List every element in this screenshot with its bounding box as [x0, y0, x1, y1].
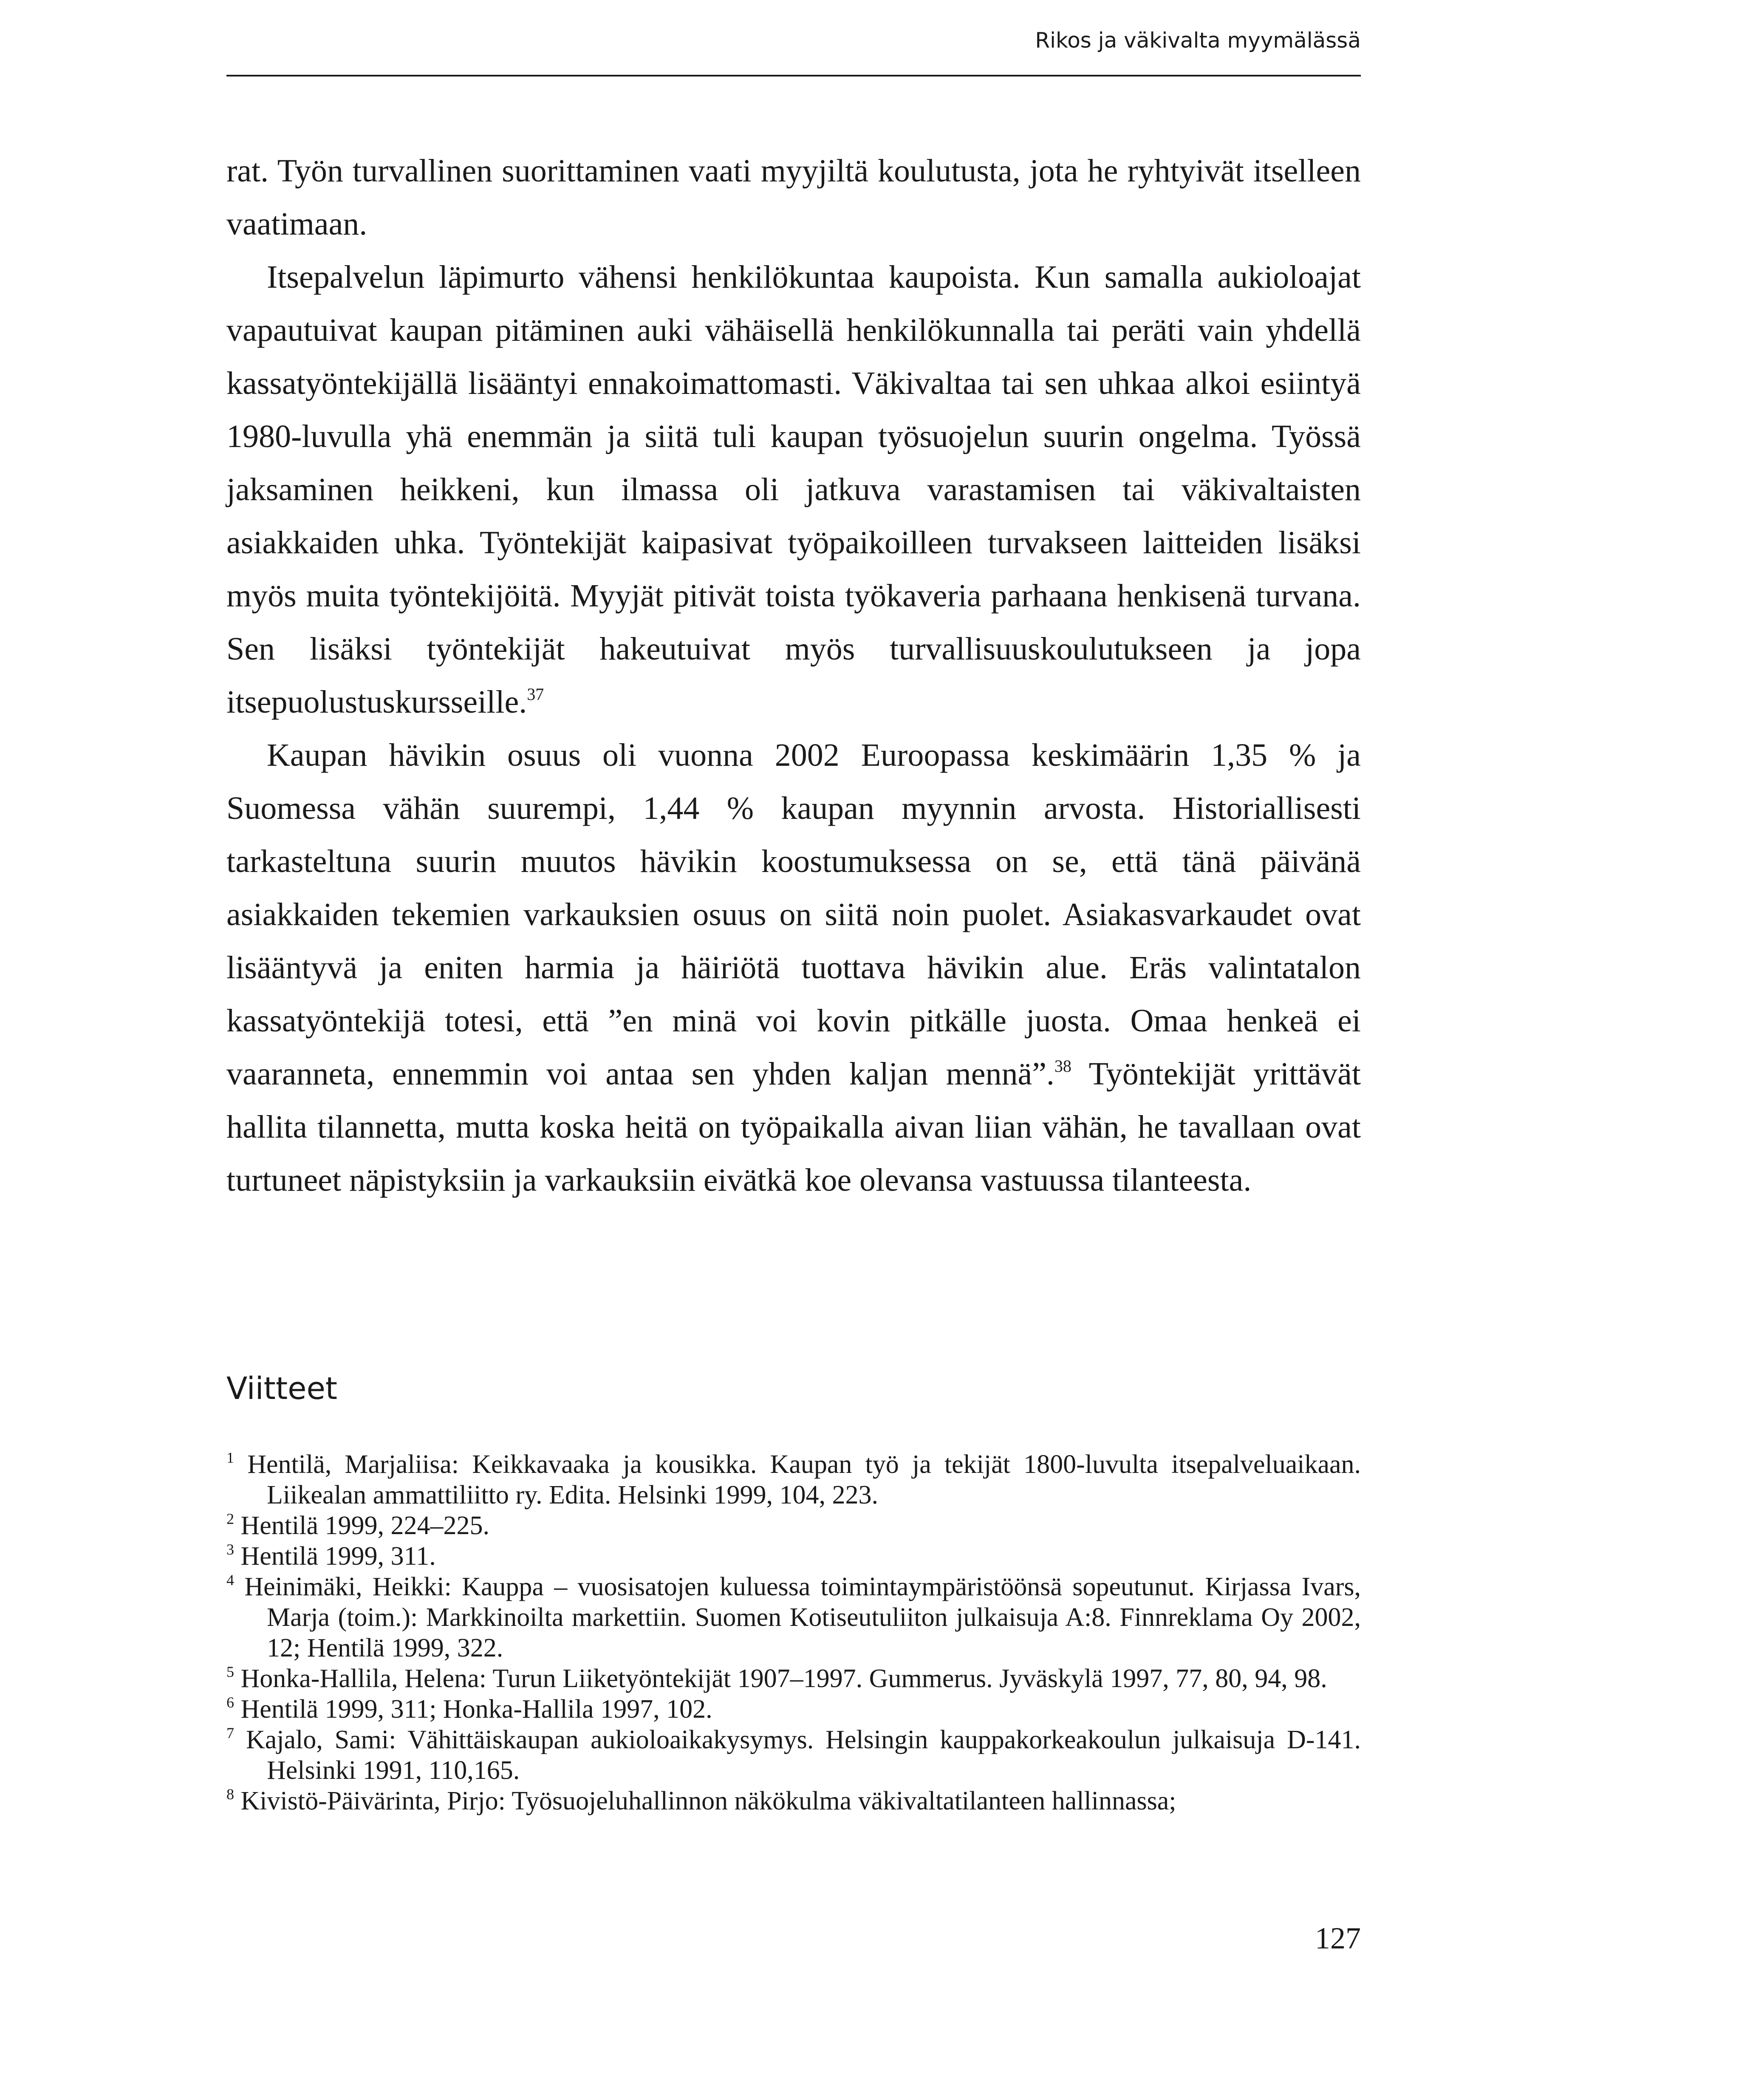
body-text [226, 144, 1361, 1207]
note-item: $^8$ Kivistö-Päivärinta, Pirjo: Työsuojeluhallinnon näkökulma väkivaltatilanteen hallinnassa; [226, 1786, 1176, 1815]
note-item: $^2$ Hentilä 1999, 224–225. [226, 1510, 489, 1540]
notes-heading: Viitteet [226, 1370, 337, 1406]
note-item: $^4$ Heinimäki, Heikki: Kauppa – vuosisatojen kuluessa toimintaympäristöönsä sopeutunut. Kirjassa Ivars, Marja (toim.): Markkinoilta markettiin. Suomen Kotiseutuliiton julkaisuja A:8. Finnreklama Oy 2002, 12; Hentilä 1999, 322. [226, 1571, 1361, 1662]
paragraph-2: Itsepalvelun läpimurto vähensi henkilökuntaa kaupoista. Kun samalla aukioloajat vapautuivat kaupan pitäminen auki vähäisellä henkilökunnalla tai peräti vain yhdellä kassatyöntekijällä lisääntyi ennakoimattomasti. Väkivaltaa tai sen uhkaa alkoi esiintyä 1980-luvulla yhä enemmän ja siitä tuli kaupan työsuojelun suurin ongelma. Työssä jaksaminen heikkeni, kun ilmassa oli jatkuva varastamisen tai väkivaltaisten asiakkaiden uhka. Työntekijät kaipasivat työpaikoilleen turvakseen laitteiden lisäksi myös muita työntekijöitä. Myyjät pitivät toista työkaveria parhaana henkisenä turvana. Sen lisäksi työntekijät hakeutuivat myös turvallisuuskoulutukseen ja jopa itsepuolustuskursseille.$^{37}$ [226, 259, 1361, 720]
footnote-ref-37: 37 [527, 685, 544, 704]
page-number: 127 [1315, 1921, 1361, 1955]
footnote-ref-38: 38 [1054, 1056, 1071, 1076]
paragraph-3: Kaupan hävikin osuus oli vuonna 2002 Euroopassa keskimäärin 1,35 % ja Suomessa vähän suurempi, 1,44 % kaupan myynnin arvosta. Historiallisesti tarkasteltuna suurin muutos hävikin koostumuksessa on se, että tänä päivänä asiakkaiden tekemien varkauksien osuus on siitä noin puolet. Asiakasvarkaudet ovat lisääntyvä ja eniten harmia ja häiriötä tuottava hävikin alue. Eräs valintatalon kassatyöntekijä totesi, että ”en minä voi kovin pitkälle juosta. Omaa henkeä ei vaaranneta, ennemmin voi antaa sen yhden kaljan mennä”.$^{38}$ Työntekijät yrittävät hallita tilannetta, mutta koska heitä on työpaikalla aivan liian vähän, he tavallaan ovat turtuneet näpistyksiin ja varkauksiin eivätkä koe olevansa vastuussa tilanteesta. [226, 737, 1361, 1198]
note-item: $^6$ Hentilä 1999, 311; Honka-Hallila 1997, 102. [226, 1694, 712, 1724]
note-item: $^3$ Hentilä 1999, 311. [226, 1541, 436, 1571]
running-head: Rikos ja väkivalta myymälässä [1035, 28, 1361, 53]
header-rule [226, 75, 1361, 76]
paragraph-1: rat. Työn turvallinen suorittaminen vaati myyjiltä koulutusta, jota he ryhtyivät itselleen vaatimaan. [226, 153, 1361, 242]
note-item: $^1$ Hentilä, Marjaliisa: Keikkavaaka ja kousikka. Kaupan työ ja tekijät 1800-luvulta itsepalveluaikaan. Liikealan ammattiliitto ry. Edita. Helsinki 1999, 104, 223. [226, 1449, 1361, 1509]
note-item: $^7$ Kajalo, Sami: Vähittäiskaupan aukioloaikakysymys. Helsingin kauppakorkeakoulun julkaisuja D-141. Helsinki 1991, 110,165. [226, 1724, 1361, 1785]
notes-list [226, 1449, 1361, 1816]
note-item: $^5$ Honka-Hallila, Helena: Turun Liiketyöntekijät 1907–1997. Gummerus. Jyväskylä 1997, 77, 80, 94, 98. [226, 1663, 1327, 1693]
